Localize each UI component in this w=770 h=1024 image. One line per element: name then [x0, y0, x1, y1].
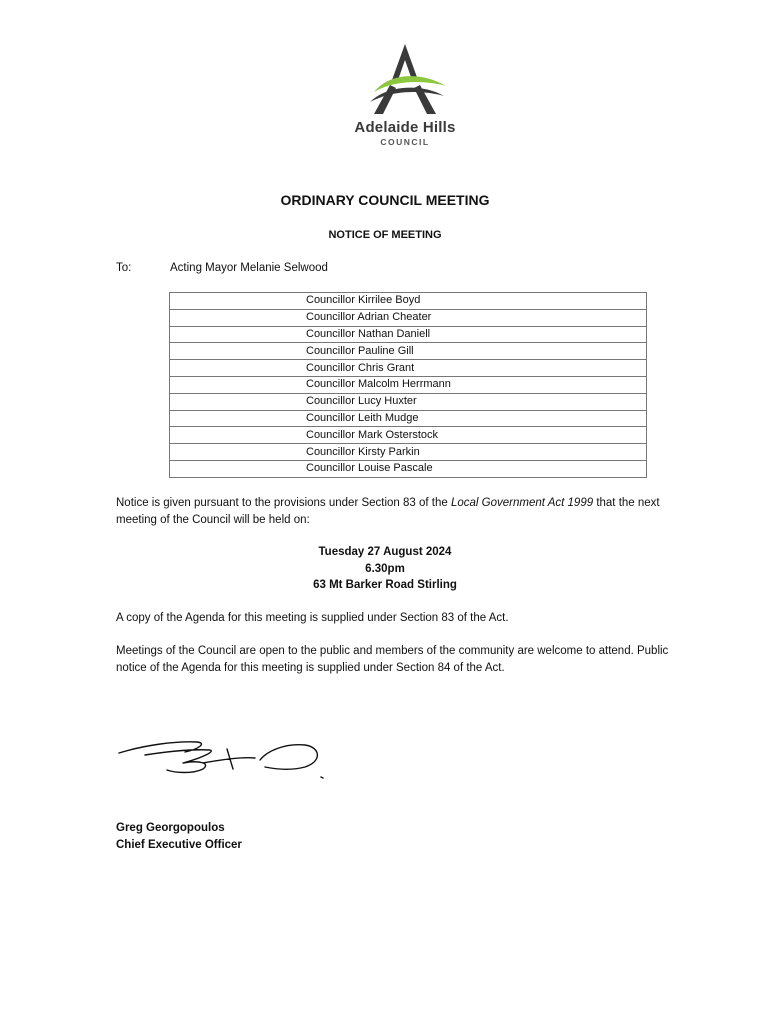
meeting-time: 6.30pm: [365, 562, 405, 575]
councillor-name: Councillor Lucy Huxter: [170, 393, 647, 410]
councillor-name: Councillor Kirrilee Boyd: [170, 293, 647, 310]
councillor-name: Councillor Louise Pascale: [170, 460, 647, 477]
logo-subtitle: COUNCIL: [380, 137, 430, 147]
table-row: [170, 393, 647, 410]
councillor-name: Councillor Mark Osterstock: [170, 427, 647, 444]
table-row: [170, 343, 647, 360]
public-note: Meetings of the Council are open to the public and members of the community are welcome to attend. Public notice of the Agenda for this meeting is supplied under Section 84 of the Act.: [116, 645, 669, 674]
table-row: [170, 293, 647, 310]
councillor-list: [169, 292, 647, 478]
councillor-name: Councillor Nathan Daniell: [170, 326, 647, 343]
meeting-details: [0, 544, 770, 594]
table-row: [170, 309, 647, 326]
meeting-location: 63 Mt Barker Road Stirling: [313, 579, 457, 591]
act-name: Local Government Act 1999: [450, 497, 594, 509]
signature-image: [115, 733, 330, 781]
notice-text-end: that the next meeting of the Council will be held on:: [116, 497, 660, 526]
signatory-role: Chief Executive Officer: [116, 838, 242, 851]
agenda-note: A copy of the Agenda for this meeting is supplied under Section 83 of the Act.: [116, 612, 509, 624]
signatory: [116, 820, 242, 853]
council-logo-mark: [350, 42, 460, 117]
to-recipient: Acting Mayor Melanie Selwood: [170, 262, 328, 274]
notice-text-start: Notice is given pursuant to the provisions under Section 83 of the: [116, 497, 451, 509]
table-row: [170, 460, 647, 477]
table-row: [170, 427, 647, 444]
councillor-name: Councillor Kirsty Parkin: [170, 444, 647, 461]
notice-paragraph: [116, 495, 696, 528]
meeting-date: Tuesday 27 August 2024: [318, 546, 452, 558]
signatory-name: Greg Georgopoulos: [116, 822, 225, 834]
councillor-name: Councillor Malcolm Herrmann: [170, 376, 647, 393]
table-row: [170, 376, 647, 393]
logo-name: Adelaide Hills: [354, 119, 456, 136]
table-row: [170, 410, 647, 427]
table-row: [170, 326, 647, 343]
to-label: To:: [116, 262, 132, 274]
councillor-name: Councillor Pauline Gill: [170, 343, 647, 360]
councillor-name: Councillor Leith Mudge: [170, 410, 647, 427]
document-title: ORDINARY COUNCIL MEETING: [280, 192, 490, 208]
document-subtitle: NOTICE OF MEETING: [328, 229, 442, 241]
councillor-name: Councillor Adrian Cheater: [170, 309, 647, 326]
council-logo: [340, 42, 470, 154]
councillor-name: Councillor Chris Grant: [170, 360, 647, 377]
table-row: [170, 360, 647, 377]
table-row: [170, 444, 647, 461]
